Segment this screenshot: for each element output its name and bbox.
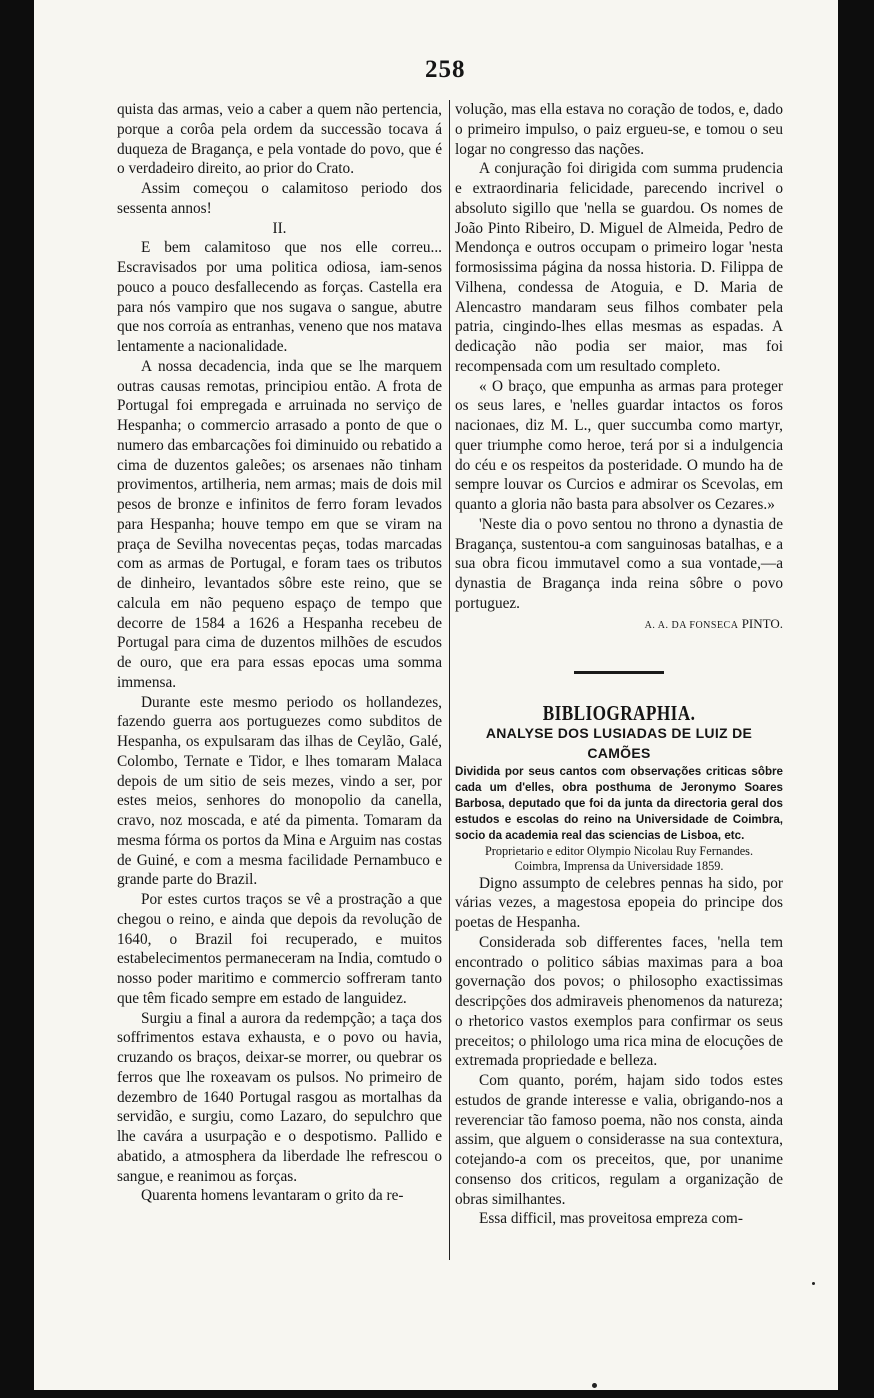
scan-border-left: [0, 0, 34, 1398]
book-subtitle: Dividida por seus cantos com observações criticas sôbre cada um d'elles, obra posthuma de Jeronymo Soares Barbosa, deputado que foi da junta da directoria geral dos estudos e escolas do reino na Universidade de Coimbra, socio da academia real das sciencias de Lisboa, etc.: [455, 764, 783, 842]
right-quote-paragraph: « O braço, que empunha as armas para proteger os seus lares, e 'nelles guardar intactos os foros nacionaes, diz M. L., quer succumba como martyr, quer triumphe como heroe, terá por si a indulgencia do céu e os respeitos da posteridade. O mundo ha de sempre louvar os Curcios e admirar os Scevolas, em quanto a gloria não basta para absolver os Cezares.»: [455, 377, 783, 513]
scan-border-right: [838, 0, 874, 1398]
author-signature: [455, 614, 783, 636]
signature-name: PINTO.: [741, 615, 783, 631]
imprint-press: Coimbra, Imprensa da Universidade 1859.: [514, 858, 724, 873]
signature-initials: A. A. DA FONSECA: [644, 619, 739, 631]
ink-speck: [592, 1383, 597, 1388]
left-paragraph-3: A nossa decadencia, inda que se lhe marquem outras causas remotas, principiou então. A frota de Portugal foi empregada e arruinada no serviço de Hespanha; o commercio arrasado a ponto de que o numero das embarcações foi diminuido ou rebatido a cima de duzentos galeões; os arsenaes não tinham provimentos, artilheria, nem armas; mais de dois mil pesos de bronze e infinitos de ferro foram levados para Hespanha; houve tempo em que se viram na praça de Sevilha novecentas peças, todas marcadas com as armas de Portugal, e foram taes os tributos de dinheiro, levantados sôbre este reino, que se calcula em não pequeno espaço de tempo que decorre de 1584 a 1626 a Hespanha recebeu de Portugal para cima de duzentos milhões de escudos de ouro, que era para essas epocas uma somma immensa.: [117, 357, 442, 691]
left-paragraph-1: Assim começou o calamitoso periodo dos sessenta annos!: [117, 180, 442, 217]
column-divider: [449, 100, 450, 1260]
scan-border-bottom: [0, 1390, 874, 1398]
right-paragraph-4: 'Neste dia o povo sentou no throno a dynastia de Bragança, sustentou-a com sanguinosas batalhas, e a sua obra ficou immutavel como a sua vontade,—a dynastia de Bragança inda reina sôbre o povo portuguez.: [455, 515, 783, 612]
right-paragraph-5: Digno assumpto de celebres pennas ha sido, por várias vezes, a magestosa epopeia do principe dos poetas de Hespanha.: [455, 874, 783, 931]
right-column: [455, 100, 783, 1229]
imprint: [455, 844, 783, 874]
left-paragraph-7: Quarenta homens levantaram o grito da re-: [141, 1187, 404, 1205]
left-paragraph-5: Por estes curtos traços se vê a prostração a que chegou o reino, e ainda que depois da revolução de 1640, o Brazil foi recuperado, e muitos estabelecimentos permaneceram na India, comtudo o nosso poder maritimo e commercio soffreram tanto que têm ficado sempre em estado de languidez.: [117, 891, 442, 1007]
left-intro-paragraph: quista das armas, veio a caber a quem não pertencia, porque a corôa pela ordem da successão tocava á duqueza de Bragança, e pela vontade do povo, que é o verdadeiro direito, ao prior do Crato.: [117, 101, 442, 178]
section-title: BIBLIOGRAPHIA.: [542, 701, 696, 726]
right-paragraph-1: volução, mas ella estava no coração de todos, e, dado o primeiro impulso, o paiz ergueu-se, e tomou o seu logar no congresso das nações.: [455, 101, 783, 158]
left-column: [117, 100, 442, 1206]
imprint-publisher: Proprietario e editor Olympio Nicolau Ruy Fernandes.: [484, 843, 754, 858]
left-paragraph-4: Durante este mesmo periodo os hollandezes, fazendo guerra aos portuguezes como subditos de Hespanha, os expulsaram das ilhas de Ceylão, Galé, Colombo, Ternate e Tidor, e lhes tomaram Malaca depois de um sitio de seis mezes, vindo a ser, por estes meios, senhores do monopolio da canella, cravo, noz moscada, e até da pimenta. Tomaram da mesma fórma os portos da Mina e Arguim nas costas de Guiné, e com a mesma facilidade Pernambuco e grande parte do Brazil.: [117, 693, 442, 889]
right-paragraph-7: Com quanto, porém, hajam sido todos estes estudos de grande interesse e valia, obrigando-nos a reverenciar tão famoso poema, não nos consta, ainda assim, que alguem o considerasse na sua contextura, cotejando-a com os preceitos, que, por unanime consenso dos criticos, regulam a organização de obras similhantes.: [455, 1072, 783, 1208]
page-number: 258: [425, 56, 466, 83]
ink-speck: [812, 1282, 815, 1285]
book-title: ANALYSE DOS LUSIADAS DE LUIZ DE CAMÕES: [485, 725, 753, 761]
left-paragraph-2: E bem calamitoso que nos elle correu... Escravisados por uma politica odiosa, iam-senos pouco a pouco desfallecendo as forças. Castella era para nós vampiro que nos sugava o sangue, abutre que nos corroía as entranhas, veneno que nos matava lentamente a nacionalidade.: [117, 239, 442, 355]
section-separator: [574, 671, 664, 674]
right-paragraph-6: Considerada sob differentes faces, 'nella tem encontrado o politico sábias maximas para a boa governação dos povos; o philosopho exactissimas descripções dos admiraveis phenomenos da natureza; o rhetorico vastos exemplos para confirmar os seus preceitos; o philologo uma rica mina de elocuções de extremada propriedade e belleza.: [455, 933, 783, 1070]
right-paragraph-2: A conjuração foi dirigida com summa prudencia e extraordinaria felicidade, parecendo incrivel o absoluto sigillo que 'nella se guardou. Os nomes de João Pinto Ribeiro, D. Miguel de Almeida, Pedro de Mendonça e outros occupam o primeiro logar 'nesta formosissima página da nossa historia. D. Filippa de Vilhena, condessa de Atoguia, e D. Maria de Alencastro mandaram seus filhos combater pela patria, cingindo-lhes ellas mesmas as espadas. A dedicação não podia ser maior, mas foi recompensada com um resultado completo.: [455, 160, 783, 375]
left-paragraph-6: Surgiu a final a aurora da redempção; a taça dos soffrimentos estava exhausta, e o povo ou havia, cruzando os braços, deixar-se morrer, ou quebrar os ferros que lhe roxeavam os pulsos. No primeiro de dezembro de 1640 Portugal rasgou as mortalhas da servidão, e surgiu, como Lazaro, do sepulchro que lhe cavára a usurpação e o despotismo. Pallido e abatido, a atmosphera da liberdade lhe refrescou o sangue, e reanimou as forças.: [117, 1009, 442, 1185]
section-numeral: II.: [272, 219, 287, 237]
right-paragraph-8: Essa difficil, mas proveitosa empreza com-: [479, 1210, 743, 1228]
